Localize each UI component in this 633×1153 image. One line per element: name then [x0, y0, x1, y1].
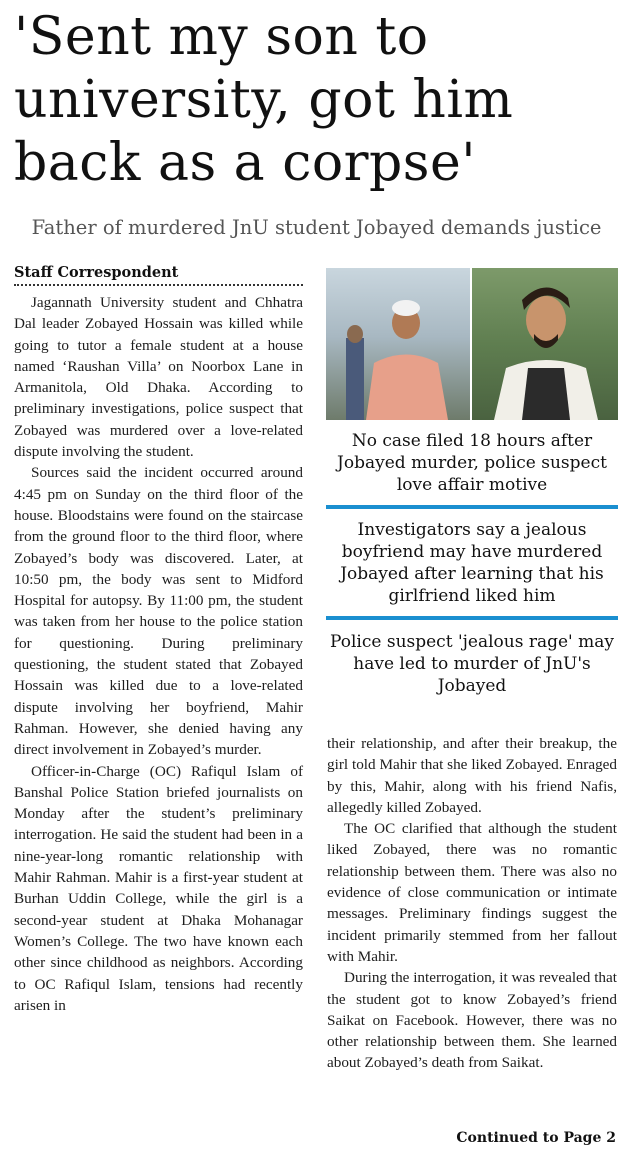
deck-rule: [326, 505, 618, 509]
subheadline: Father of murdered JnU student Jobayed demands justice: [31, 216, 602, 239]
article-paragraph: their relationship, and after their breakup, the girl told Mahir that she liked Zobayed. Enraged by this, Mahir, along with his friend Nafis, allegedly killed Zobayed.: [327, 735, 617, 816]
article-column-left: [14, 264, 303, 1016]
article-paragraph: The OC clarified that although the student liked Zobayed, there was no romantic relationship between them. There was also no evidence of close communication or intimate messages. Preliminary findings suggest the incident primarily stemmed from her fallout with Mahir.: [327, 820, 617, 965]
article-paragraph: Officer-in-Charge (OC) Rafiqul Islam of Banshal Police Station briefed journalists on Monday after the student’s preliminary interrogation. He said the student had been in a nine-year-long romantic relationship with Mahir Rahman. Mahir is a first-year student at Burhan Uddin College, while the girl is a second-year student at Dhaka Mohanagar Women’s College. The two have known each other since childhood as neighbors. According to OC Rafiqul Islam, tensions had recently arisen in: [14, 762, 303, 1014]
deck-2: Investigators say a jealous boyfriend may have murdered Jobayed after learning that his girlfriend liked him: [340, 520, 604, 606]
photo-victim: [472, 268, 618, 420]
article-paragraph: During the interrogation, it was revealed that the student got to know Zobayed’s friend Saikat on Facebook. However, there was no other relationship between them. She learned about Zobayed’s death from Saikat.: [327, 969, 617, 1072]
continued-link[interactable]: Continued to Page 2: [456, 1130, 616, 1146]
deck-1: No case filed 18 hours after Jobayed murder, police suspect love affair motive: [337, 431, 607, 495]
byline: Staff Correspondent: [14, 264, 303, 286]
deck-rule: [326, 616, 618, 620]
article-column-right: [327, 733, 617, 1074]
article-paragraph: Sources said the incident occurred around 4:45 pm on Sunday on the third floor of the house. Bloodstains were found on the staircase from the ground floor to the third floor, where Zobayed’s body was discovered. Later, at 10:50 pm, the body was sent to Midford Hospital for autopsy. By 11:00 pm, the student was taken from her house to the police station for questioning. During preliminary questioning, the student stated that Zobayed Hossain was killed due to a love-related dispute involving her boyfriend, Mahir Rahman. However, she denied having any direct involvement in Zobayed’s murder.: [14, 464, 303, 759]
headline: 'Sent my son to university, got him back as a corpse': [14, 7, 514, 193]
deck-3: Police suspect 'jealous rage' may have led to murder of JnU's Jobayed: [330, 632, 614, 696]
photo-father: [326, 268, 470, 420]
article-paragraph: Jagannath University student and Chhatra Dal leader Zobayed Hossain was killed while going to tutor a female student at a house named ‘Raushan Villa’ on Noorbox Lane in Armanitola, Old Dhaka. According to preliminary investigations, police suspect that Zobayed was murdered over a love-related dispute involving the student.: [14, 294, 303, 461]
news-photo: [326, 268, 618, 420]
